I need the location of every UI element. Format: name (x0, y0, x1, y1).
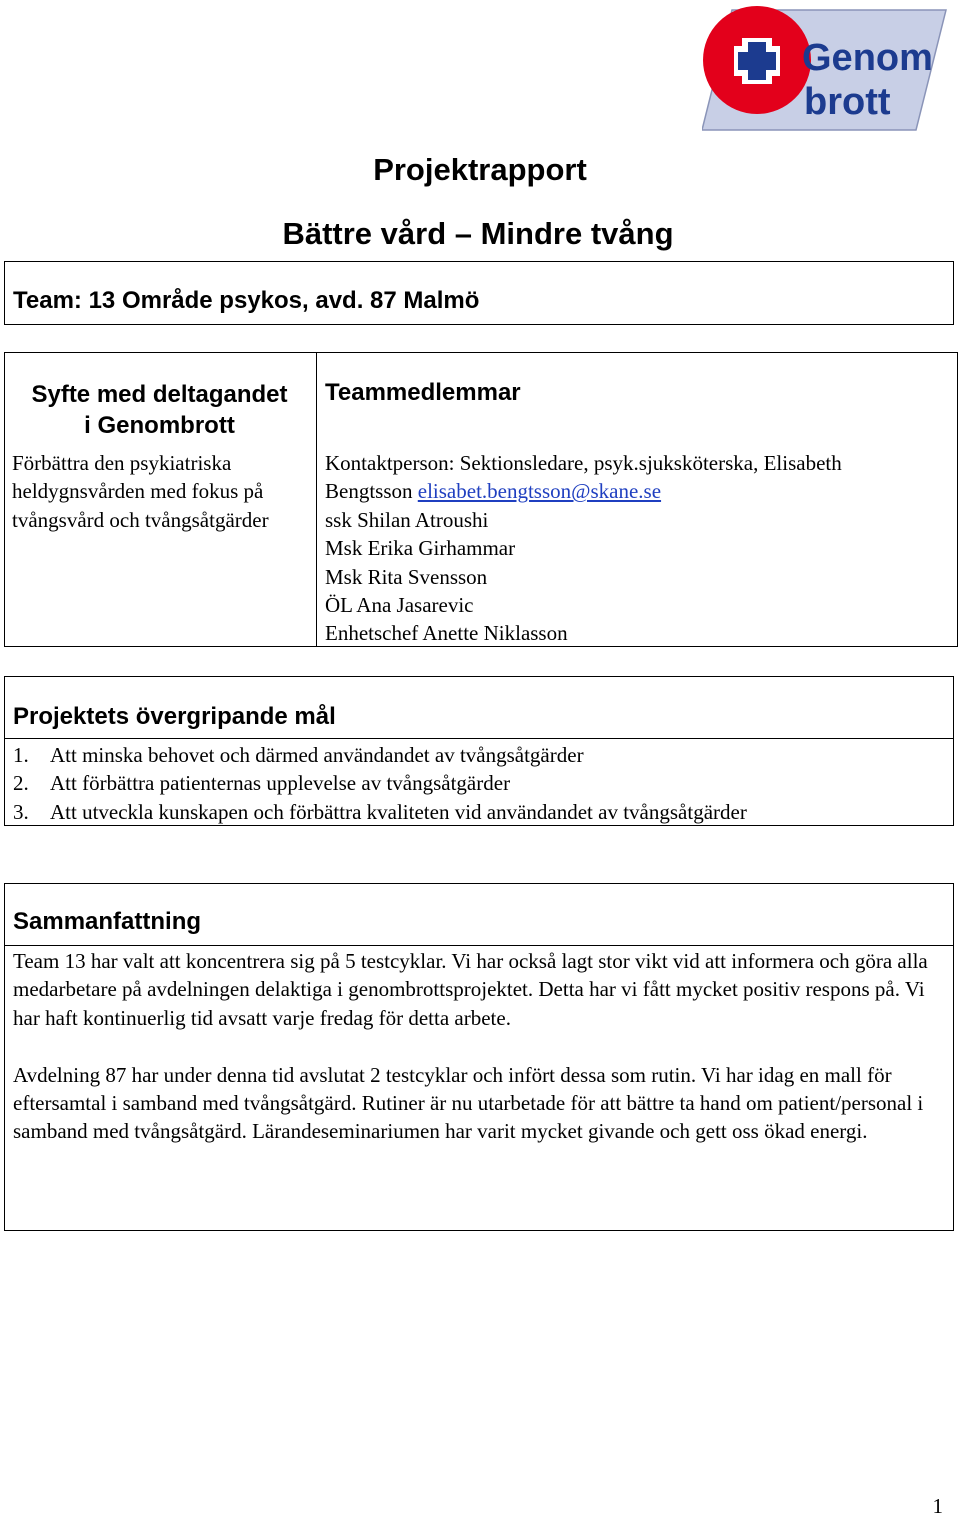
logo-text-genom: Genom (802, 37, 933, 79)
summary-box (4, 883, 954, 1231)
goal-item (13, 769, 747, 797)
genombrott-logo-graphic (702, 2, 948, 132)
page-number: 1 (932, 1494, 943, 1518)
goal-text: Att minska behovet och därmed användandet av tvångsåtgärder (50, 743, 584, 767)
goal-text: Att förbättra patienternas upplevelse av tvångsåtgärder (50, 771, 511, 796)
contact-name-rest: Bengtsson (325, 479, 418, 504)
project-subtitle (0, 216, 960, 252)
member-item: ÖL Ana Jasarevic (325, 593, 474, 618)
contact-line-2 (325, 477, 955, 505)
goals-heading: Projektets övergripande mål (13, 703, 336, 730)
member-item: Msk Rita Svensson (325, 564, 488, 589)
team-name: Team: 13 Område psykos, avd. 87 Malmö (13, 287, 480, 314)
goals-box (4, 676, 954, 826)
summary-text (13, 947, 948, 1146)
member-item: Msk Erika Girhammar (325, 536, 516, 561)
summary-heading: Sammanfattning (13, 908, 202, 935)
goals-list (13, 741, 747, 826)
goals-divider (5, 738, 953, 739)
members-list (325, 449, 955, 648)
goal-number: 3. (13, 799, 29, 824)
summary-paragraph-1: Team 13 har valt att koncentrera sig på 5 testcyklar. Vi har också lagt stor vikt vid att informera och göra alla medarbetare på avdelningen delaktiga i genombrottsprojektet. Detta har vi fått mycket positiv respons på. Vi har haft kontinuerlig tid avsatt varje fredag för detta arbete. (13, 949, 928, 1030)
members-heading: Teammedlemmar (325, 379, 521, 406)
purpose-heading-line1: Syfte med deltagandet (31, 381, 288, 408)
purpose-heading-line2: i Genombrott (84, 412, 235, 439)
page-title: Projektrapport (373, 152, 587, 187)
summary-paragraph-2: Avdelning 87 har under denna tid avslutat 2 testcyklar och infört dessa som rutin. Vi har idag en mall för eftersamtal i samband med tvångsåtgärd. Rutiner är nu utarbetade för att bättre ta hand om patient/personal i samband med tvångsåtgärd. Lärandeseminariumen har varit mycket givande och gett oss ökad energi. (13, 1062, 924, 1144)
goal-number: 2. (13, 771, 29, 796)
goal-item (13, 741, 747, 769)
logo-text-brott: brott (804, 81, 891, 123)
column-divider (316, 353, 317, 646)
contact-line-1: Kontaktperson: Sektionsledare, psyk.sjuksköterska, Elisabeth (325, 451, 842, 475)
goal-number: 1. (13, 743, 29, 767)
contact-email-link[interactable]: elisabet.bengtsson@skane.se (417, 479, 662, 504)
member-item: ssk Shilan Atroushi (325, 507, 489, 532)
purpose-heading (5, 379, 314, 441)
goal-item (13, 798, 747, 826)
project-subtitle-text: Bättre vård – Mindre tvång (282, 216, 674, 251)
purpose-members-table (4, 352, 958, 647)
summary-divider (5, 945, 953, 946)
team-box (4, 261, 954, 325)
member-item: Enhetschef Anette Niklasson (325, 621, 568, 646)
genombrott-logo (702, 2, 948, 132)
purpose-text: Förbättra den psykiatriska heldygnsvården med fokus på tvångsvård och tvångsåtgärder (12, 451, 269, 532)
goal-text: Att utveckla kunskapen och förbättra kvaliteten vid användandet av tvångsåtgärder (50, 799, 747, 824)
